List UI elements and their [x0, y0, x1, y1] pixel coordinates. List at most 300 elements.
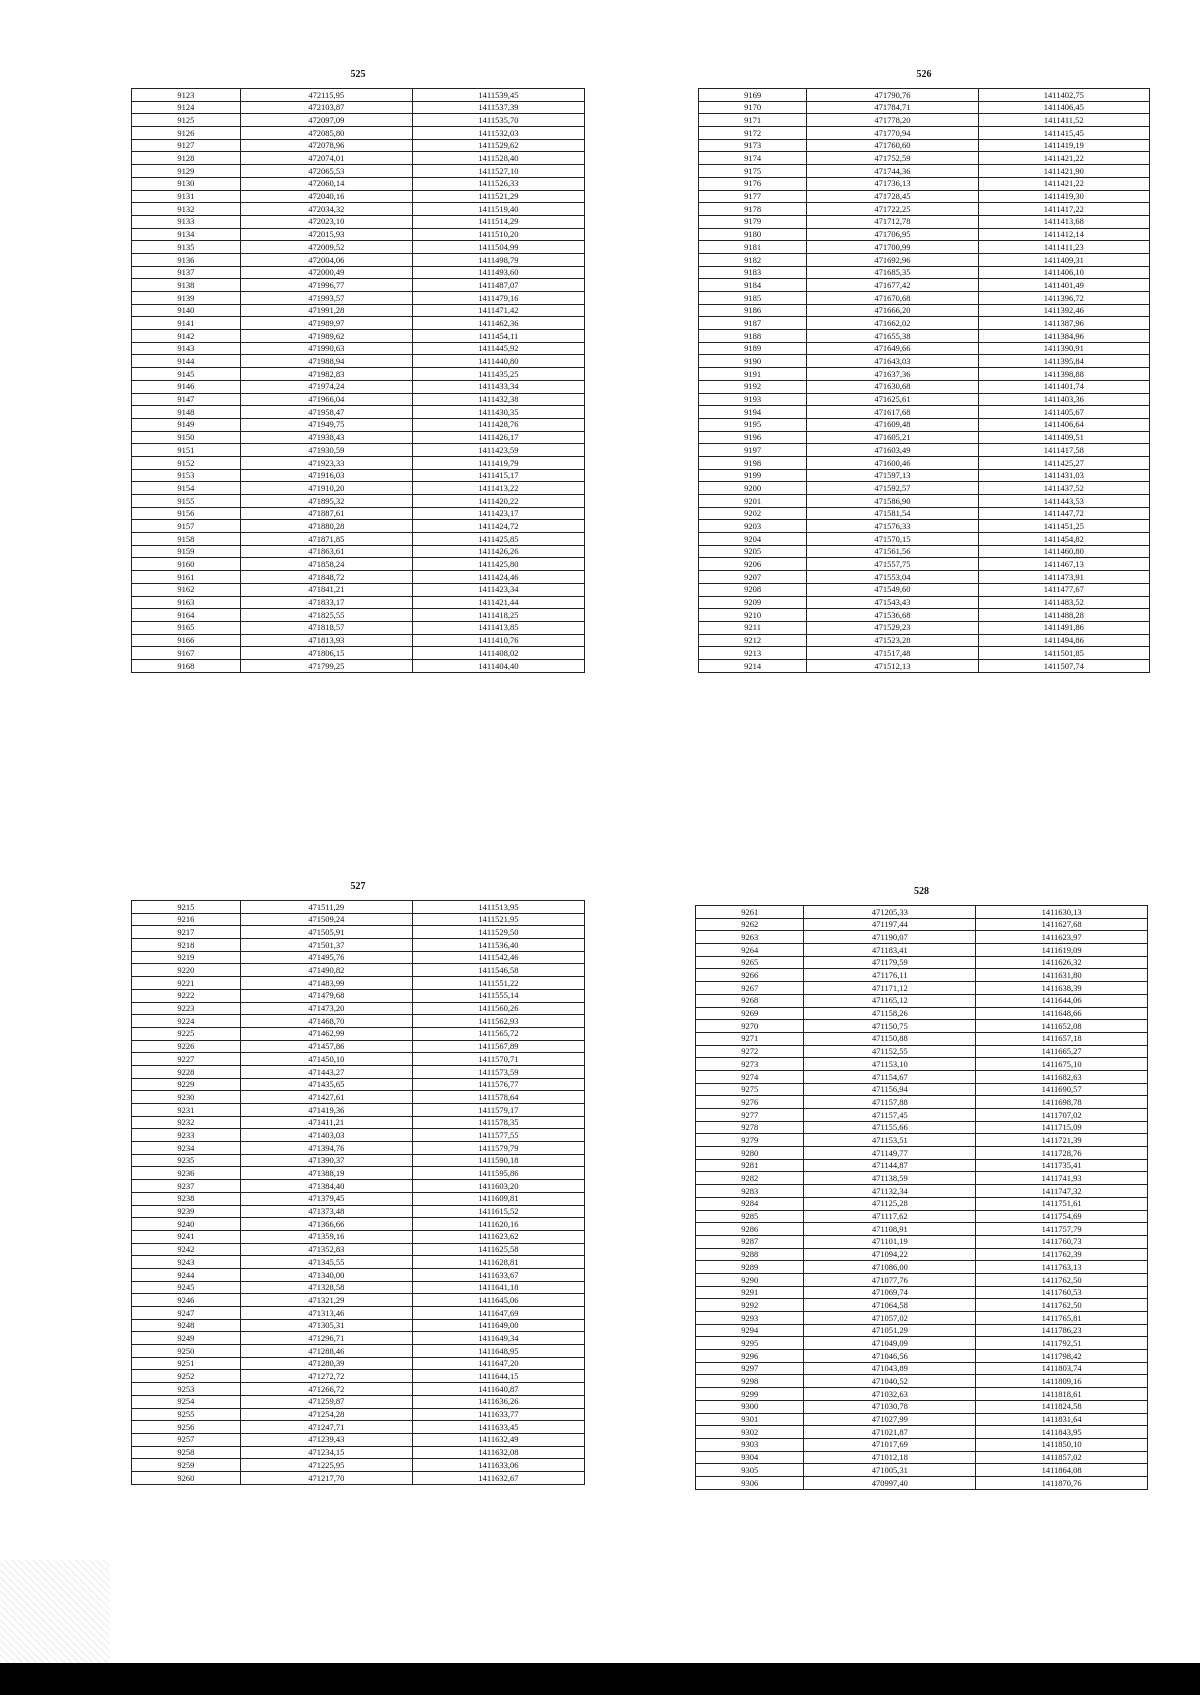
y-coordinate-cell: 1411390,91	[978, 342, 1149, 355]
x-coordinate-cell: 471603,49	[807, 444, 978, 457]
point-number-cell: 9299	[696, 1388, 804, 1401]
x-coordinate-cell: 471692,96	[807, 253, 978, 266]
point-number-cell: 9156	[132, 507, 241, 520]
point-number-cell: 9304	[696, 1451, 804, 1464]
y-coordinate-cell: 1411528,40	[412, 152, 584, 165]
point-number-cell: 9274	[696, 1070, 804, 1083]
point-number-cell: 9139	[132, 292, 241, 305]
table-row	[132, 634, 585, 647]
point-number-cell: 9146	[132, 380, 241, 393]
y-coordinate-cell: 1411542,46	[412, 951, 584, 964]
y-coordinate-cell: 1411619,09	[976, 944, 1148, 957]
table-row	[132, 1129, 585, 1142]
x-coordinate-cell: 471101,19	[804, 1235, 976, 1248]
x-coordinate-cell: 471217,70	[240, 1471, 412, 1484]
point-number-cell: 9255	[132, 1408, 241, 1421]
x-coordinate-cell: 471144,87	[804, 1159, 976, 1172]
x-coordinate-cell: 471938,43	[240, 431, 412, 444]
x-coordinate-cell: 471012,18	[804, 1451, 976, 1464]
point-number-cell: 9137	[132, 266, 241, 279]
point-number-cell: 9279	[696, 1134, 804, 1147]
x-coordinate-cell: 471996,77	[240, 279, 412, 292]
x-coordinate-cell: 471517,48	[807, 647, 978, 660]
point-number-cell: 9254	[132, 1395, 241, 1408]
table-row	[699, 444, 1150, 457]
y-coordinate-cell: 1411645,06	[412, 1294, 584, 1307]
table-row	[696, 1121, 1148, 1134]
x-coordinate-cell: 471473,20	[240, 1002, 412, 1015]
point-number-cell: 9216	[132, 913, 241, 926]
y-coordinate-cell: 1411546,58	[412, 964, 584, 977]
point-number-cell: 9128	[132, 152, 241, 165]
point-number-cell: 9217	[132, 926, 241, 939]
table-row	[132, 1319, 585, 1332]
y-coordinate-cell: 1411630,13	[976, 906, 1148, 919]
point-number-cell: 9124	[132, 101, 241, 114]
x-coordinate-cell: 471576,33	[807, 520, 978, 533]
y-coordinate-cell: 1411831,64	[976, 1413, 1148, 1426]
point-number-cell: 9306	[696, 1476, 804, 1489]
y-coordinate-cell: 1411631,80	[976, 969, 1148, 982]
y-coordinate-cell: 1411762,50	[976, 1273, 1148, 1286]
x-coordinate-cell: 471600,46	[807, 456, 978, 469]
table-row	[132, 964, 585, 977]
y-coordinate-cell: 1411760,53	[976, 1286, 1148, 1299]
table-row	[132, 279, 585, 292]
y-coordinate-cell: 1411521,29	[412, 190, 584, 203]
point-number-cell: 9246	[132, 1294, 241, 1307]
y-coordinate-cell: 1411494,86	[978, 634, 1149, 647]
y-coordinate-cell: 1411435,25	[412, 368, 584, 381]
x-coordinate-cell: 471239,43	[240, 1433, 412, 1446]
x-coordinate-cell: 472078,96	[240, 139, 412, 152]
y-coordinate-cell: 1411647,20	[412, 1357, 584, 1370]
table-row	[132, 1446, 585, 1459]
table-row	[132, 495, 585, 508]
x-coordinate-cell: 471543,43	[807, 596, 978, 609]
y-coordinate-cell: 1411462,36	[412, 317, 584, 330]
y-coordinate-cell: 1411424,72	[412, 520, 584, 533]
x-coordinate-cell: 471328,58	[240, 1281, 412, 1294]
point-number-cell: 9276	[696, 1096, 804, 1109]
y-coordinate-cell: 1411648,66	[976, 1007, 1148, 1020]
point-number-cell: 9227	[132, 1053, 241, 1066]
x-coordinate-cell: 471841,21	[240, 583, 412, 596]
x-coordinate-cell: 471916,03	[240, 469, 412, 482]
x-coordinate-cell: 471394,76	[240, 1142, 412, 1155]
table-row	[699, 647, 1150, 660]
y-coordinate-cell: 1411690,57	[976, 1083, 1148, 1096]
point-number-cell: 9153	[132, 469, 241, 482]
point-number-cell: 9226	[132, 1040, 241, 1053]
x-coordinate-cell: 471443,27	[240, 1065, 412, 1078]
x-coordinate-cell: 471435,65	[240, 1078, 412, 1091]
x-coordinate-cell: 471479,68	[240, 989, 412, 1002]
table-row	[696, 1451, 1148, 1464]
point-number-cell: 9290	[696, 1273, 804, 1286]
table-row	[132, 1357, 585, 1370]
table-row	[696, 1020, 1148, 1033]
y-coordinate-cell: 1411560,26	[412, 1002, 584, 1015]
x-coordinate-cell: 471077,76	[804, 1273, 976, 1286]
table-row	[696, 1426, 1148, 1439]
point-number-cell: 9164	[132, 609, 241, 622]
table-row	[696, 1070, 1148, 1083]
table-row	[699, 380, 1150, 393]
coordinate-table	[695, 905, 1148, 1490]
x-coordinate-cell: 471205,33	[804, 906, 976, 919]
table-row	[132, 482, 585, 495]
y-coordinate-cell: 1411698,78	[976, 1096, 1148, 1109]
y-coordinate-cell: 1411504,99	[412, 241, 584, 254]
y-coordinate-cell: 1411454,82	[978, 533, 1149, 546]
x-coordinate-cell: 471468,70	[240, 1015, 412, 1028]
page-number: 528	[914, 886, 929, 897]
table-row	[132, 647, 585, 660]
point-number-cell: 9305	[696, 1464, 804, 1477]
table-row	[132, 304, 585, 317]
y-coordinate-cell: 1411519,40	[412, 203, 584, 216]
point-number-cell: 9297	[696, 1362, 804, 1375]
x-coordinate-cell: 471536,68	[807, 609, 978, 622]
x-coordinate-cell: 471982,83	[240, 368, 412, 381]
point-number-cell: 9201	[699, 495, 807, 508]
table-row	[699, 596, 1150, 609]
y-coordinate-cell: 1411623,97	[976, 931, 1148, 944]
point-number-cell: 9133	[132, 215, 241, 228]
y-coordinate-cell: 1411413,22	[412, 482, 584, 495]
table-row	[699, 330, 1150, 343]
y-coordinate-cell: 1411483,52	[978, 596, 1149, 609]
x-coordinate-cell: 471064,58	[804, 1299, 976, 1312]
point-number-cell: 9161	[132, 571, 241, 584]
table-row	[132, 1243, 585, 1256]
point-number-cell: 9243	[132, 1256, 241, 1269]
table-row	[132, 431, 585, 444]
table-row	[699, 127, 1150, 140]
table-row	[132, 1281, 585, 1294]
table-row	[699, 418, 1150, 431]
point-number-cell: 9178	[699, 203, 807, 216]
x-coordinate-cell: 471989,97	[240, 317, 412, 330]
point-number-cell: 9169	[699, 89, 807, 102]
x-coordinate-cell: 471043,89	[804, 1362, 976, 1375]
y-coordinate-cell: 1411809,16	[976, 1375, 1148, 1388]
x-coordinate-cell: 471352,83	[240, 1243, 412, 1256]
table-row	[132, 330, 585, 343]
x-coordinate-cell: 471700,99	[807, 241, 978, 254]
table-row	[132, 203, 585, 216]
point-number-cell: 9203	[699, 520, 807, 533]
table-row	[132, 1471, 585, 1484]
x-coordinate-cell: 471379,45	[240, 1192, 412, 1205]
y-coordinate-cell: 1411418,25	[412, 609, 584, 622]
table-row	[696, 1438, 1148, 1451]
point-number-cell: 9186	[699, 304, 807, 317]
x-coordinate-cell: 471462,99	[240, 1027, 412, 1040]
table-row	[132, 228, 585, 241]
x-coordinate-cell: 471108,91	[804, 1223, 976, 1236]
table-row	[696, 1109, 1148, 1122]
x-coordinate-cell: 471027,99	[804, 1413, 976, 1426]
x-coordinate-cell: 471125,28	[804, 1197, 976, 1210]
point-number-cell: 9154	[132, 482, 241, 495]
table-row	[696, 1261, 1148, 1274]
table-row	[699, 203, 1150, 216]
point-number-cell: 9221	[132, 977, 241, 990]
table-row	[699, 152, 1150, 165]
x-coordinate-cell: 471450,10	[240, 1053, 412, 1066]
y-coordinate-cell: 1411488,28	[978, 609, 1149, 622]
point-number-cell: 9266	[696, 969, 804, 982]
table-row	[696, 1337, 1148, 1350]
x-coordinate-cell: 472115,95	[240, 89, 412, 102]
table-row	[132, 1027, 585, 1040]
y-coordinate-cell: 1411426,26	[412, 545, 584, 558]
x-coordinate-cell: 471752,59	[807, 152, 978, 165]
x-coordinate-cell: 471483,99	[240, 977, 412, 990]
table-row	[132, 1218, 585, 1231]
y-coordinate-cell: 1411529,62	[412, 139, 584, 152]
table-row	[699, 456, 1150, 469]
table-row	[699, 228, 1150, 241]
y-coordinate-cell: 1411467,13	[978, 558, 1149, 571]
table-row	[696, 918, 1148, 931]
y-coordinate-cell: 1411473,91	[978, 571, 1149, 584]
x-coordinate-cell: 471770,94	[807, 127, 978, 140]
x-coordinate-cell: 471149,77	[804, 1147, 976, 1160]
y-coordinate-cell: 1411652,08	[976, 1020, 1148, 1033]
y-coordinate-cell: 1411763,13	[976, 1261, 1148, 1274]
table-row	[132, 1345, 585, 1358]
table-row	[696, 944, 1148, 957]
x-coordinate-cell: 471490,82	[240, 964, 412, 977]
x-coordinate-cell: 471321,29	[240, 1294, 412, 1307]
point-number-cell: 9206	[699, 558, 807, 571]
y-coordinate-cell: 1411850,10	[976, 1438, 1148, 1451]
y-coordinate-cell: 1411762,39	[976, 1248, 1148, 1261]
point-number-cell: 9218	[132, 939, 241, 952]
point-number-cell: 9273	[696, 1058, 804, 1071]
y-coordinate-cell: 1411786,23	[976, 1324, 1148, 1337]
point-number-cell: 9229	[132, 1078, 241, 1091]
point-number-cell: 9250	[132, 1345, 241, 1358]
x-coordinate-cell: 471153,51	[804, 1134, 976, 1147]
point-number-cell: 9223	[132, 1002, 241, 1015]
table-row	[132, 596, 585, 609]
x-coordinate-cell: 471403,03	[240, 1129, 412, 1142]
scan-noise	[0, 1560, 110, 1663]
x-coordinate-cell: 471609,48	[807, 418, 978, 431]
table-row	[699, 139, 1150, 152]
point-number-cell: 9170	[699, 101, 807, 114]
x-coordinate-cell: 471666,20	[807, 304, 978, 317]
table-row	[132, 1002, 585, 1015]
y-coordinate-cell: 1411641,18	[412, 1281, 584, 1294]
table-row	[699, 165, 1150, 178]
point-number-cell: 9149	[132, 418, 241, 431]
x-coordinate-cell: 471988,94	[240, 355, 412, 368]
table-row	[132, 558, 585, 571]
table-row	[696, 1400, 1148, 1413]
table-row	[699, 215, 1150, 228]
y-coordinate-cell: 1411603,20	[412, 1180, 584, 1193]
y-coordinate-cell: 1411409,31	[978, 253, 1149, 266]
y-coordinate-cell: 1411529,50	[412, 926, 584, 939]
page-528	[695, 885, 1148, 1585]
x-coordinate-cell: 471501,37	[240, 939, 412, 952]
point-number-cell: 9241	[132, 1230, 241, 1243]
table-row	[132, 1433, 585, 1446]
x-coordinate-cell: 471512,13	[807, 659, 978, 672]
x-coordinate-cell: 471760,60	[807, 139, 978, 152]
point-number-cell: 9141	[132, 317, 241, 330]
page-number: 527	[350, 881, 366, 892]
y-coordinate-cell: 1411410,76	[412, 634, 584, 647]
point-number-cell: 9245	[132, 1281, 241, 1294]
y-coordinate-cell: 1411513,95	[412, 901, 584, 914]
y-coordinate-cell: 1411425,27	[978, 456, 1149, 469]
table-row	[696, 1299, 1148, 1312]
x-coordinate-cell: 471051,29	[804, 1324, 976, 1337]
point-number-cell: 9285	[696, 1210, 804, 1223]
table-row	[132, 583, 585, 596]
x-coordinate-cell: 471511,29	[240, 901, 412, 914]
table-row	[696, 1159, 1148, 1172]
table-row	[699, 89, 1150, 102]
y-coordinate-cell: 1411728,76	[976, 1147, 1148, 1160]
y-coordinate-cell: 1411411,23	[978, 241, 1149, 254]
point-number-cell: 9238	[132, 1192, 241, 1205]
point-number-cell: 9292	[696, 1299, 804, 1312]
point-number-cell: 9163	[132, 596, 241, 609]
point-number-cell: 9152	[132, 456, 241, 469]
x-coordinate-cell: 471419,36	[240, 1104, 412, 1117]
point-number-cell: 9190	[699, 355, 807, 368]
y-coordinate-cell: 1411420,22	[412, 495, 584, 508]
point-number-cell: 9252	[132, 1370, 241, 1383]
point-number-cell: 9282	[696, 1172, 804, 1185]
x-coordinate-cell: 472034,32	[240, 203, 412, 216]
x-coordinate-cell: 471586,90	[807, 495, 978, 508]
point-number-cell: 9224	[132, 1015, 241, 1028]
point-number-cell: 9215	[132, 901, 241, 914]
point-number-cell: 9127	[132, 139, 241, 152]
y-coordinate-cell: 1411411,52	[978, 114, 1149, 127]
point-number-cell: 9265	[696, 956, 804, 969]
y-coordinate-cell: 1411491,86	[978, 621, 1149, 634]
y-coordinate-cell: 1411535,70	[412, 114, 584, 127]
point-number-cell: 9210	[699, 609, 807, 622]
table-row	[132, 1294, 585, 1307]
y-coordinate-cell: 1411532,03	[412, 127, 584, 140]
y-coordinate-cell: 1411501,85	[978, 647, 1149, 660]
point-number-cell: 9236	[132, 1167, 241, 1180]
x-coordinate-cell: 471581,54	[807, 507, 978, 520]
x-coordinate-cell: 471557,75	[807, 558, 978, 571]
x-coordinate-cell: 471910,20	[240, 482, 412, 495]
y-coordinate-cell: 1411443,53	[978, 495, 1149, 508]
point-number-cell: 9212	[699, 634, 807, 647]
point-number-cell: 9214	[699, 659, 807, 672]
table-row	[132, 1370, 585, 1383]
y-coordinate-cell: 1411413,68	[978, 215, 1149, 228]
y-coordinate-cell: 1411682,63	[976, 1070, 1148, 1083]
x-coordinate-cell: 472060,14	[240, 177, 412, 190]
point-number-cell: 9291	[696, 1286, 804, 1299]
x-coordinate-cell: 472065,53	[240, 165, 412, 178]
y-coordinate-cell: 1411555,14	[412, 989, 584, 1002]
table-row	[132, 355, 585, 368]
y-coordinate-cell: 1411479,16	[412, 292, 584, 305]
x-coordinate-cell: 471685,35	[807, 266, 978, 279]
table-row	[132, 545, 585, 558]
y-coordinate-cell: 1411760,73	[976, 1235, 1148, 1248]
point-number-cell: 9144	[132, 355, 241, 368]
point-number-cell: 9131	[132, 190, 241, 203]
y-coordinate-cell: 1411521,95	[412, 913, 584, 926]
y-coordinate-cell: 1411644,15	[412, 1370, 584, 1383]
point-number-cell: 9283	[696, 1185, 804, 1198]
table-row	[132, 1421, 585, 1434]
y-coordinate-cell: 1411428,76	[412, 418, 584, 431]
y-coordinate-cell: 1411551,22	[412, 977, 584, 990]
x-coordinate-cell: 471138,59	[804, 1172, 976, 1185]
y-coordinate-cell: 1411421,22	[978, 152, 1149, 165]
point-number-cell: 9123	[132, 89, 241, 102]
table-row	[699, 659, 1150, 672]
table-row	[132, 190, 585, 203]
x-coordinate-cell: 471094,22	[804, 1248, 976, 1261]
x-coordinate-cell: 471813,93	[240, 634, 412, 647]
table-row	[696, 1464, 1148, 1477]
x-coordinate-cell: 471509,24	[240, 913, 412, 926]
y-coordinate-cell: 1411562,93	[412, 1015, 584, 1028]
table-row	[699, 317, 1150, 330]
point-number-cell: 9172	[699, 127, 807, 140]
x-coordinate-cell: 471549,60	[807, 583, 978, 596]
point-number-cell: 9194	[699, 406, 807, 419]
point-number-cell: 9277	[696, 1109, 804, 1122]
y-coordinate-cell: 1411824,58	[976, 1400, 1148, 1413]
x-coordinate-cell: 472040,16	[240, 190, 412, 203]
table-row	[132, 418, 585, 431]
table-row	[132, 571, 585, 584]
table-row	[696, 1210, 1148, 1223]
y-coordinate-cell: 1411387,96	[978, 317, 1149, 330]
x-coordinate-cell: 471017,69	[804, 1438, 976, 1451]
y-coordinate-cell: 1411392,46	[978, 304, 1149, 317]
y-coordinate-cell: 1411577,55	[412, 1129, 584, 1142]
point-number-cell: 9177	[699, 190, 807, 203]
table-row	[696, 1134, 1148, 1147]
point-number-cell: 9301	[696, 1413, 804, 1426]
x-coordinate-cell: 471155,66	[804, 1121, 976, 1134]
point-number-cell: 9147	[132, 393, 241, 406]
table-row	[696, 1235, 1148, 1248]
y-coordinate-cell: 1411870,76	[976, 1476, 1148, 1489]
table-row	[699, 533, 1150, 546]
x-coordinate-cell: 471597,13	[807, 469, 978, 482]
x-coordinate-cell: 471057,02	[804, 1312, 976, 1325]
y-coordinate-cell: 1411447,72	[978, 507, 1149, 520]
x-coordinate-cell: 471388,19	[240, 1167, 412, 1180]
y-coordinate-cell: 1411657,18	[976, 1032, 1148, 1045]
x-coordinate-cell: 471784,71	[807, 101, 978, 114]
x-coordinate-cell: 472023,10	[240, 215, 412, 228]
y-coordinate-cell: 1411579,17	[412, 1104, 584, 1117]
table-row	[132, 1104, 585, 1117]
